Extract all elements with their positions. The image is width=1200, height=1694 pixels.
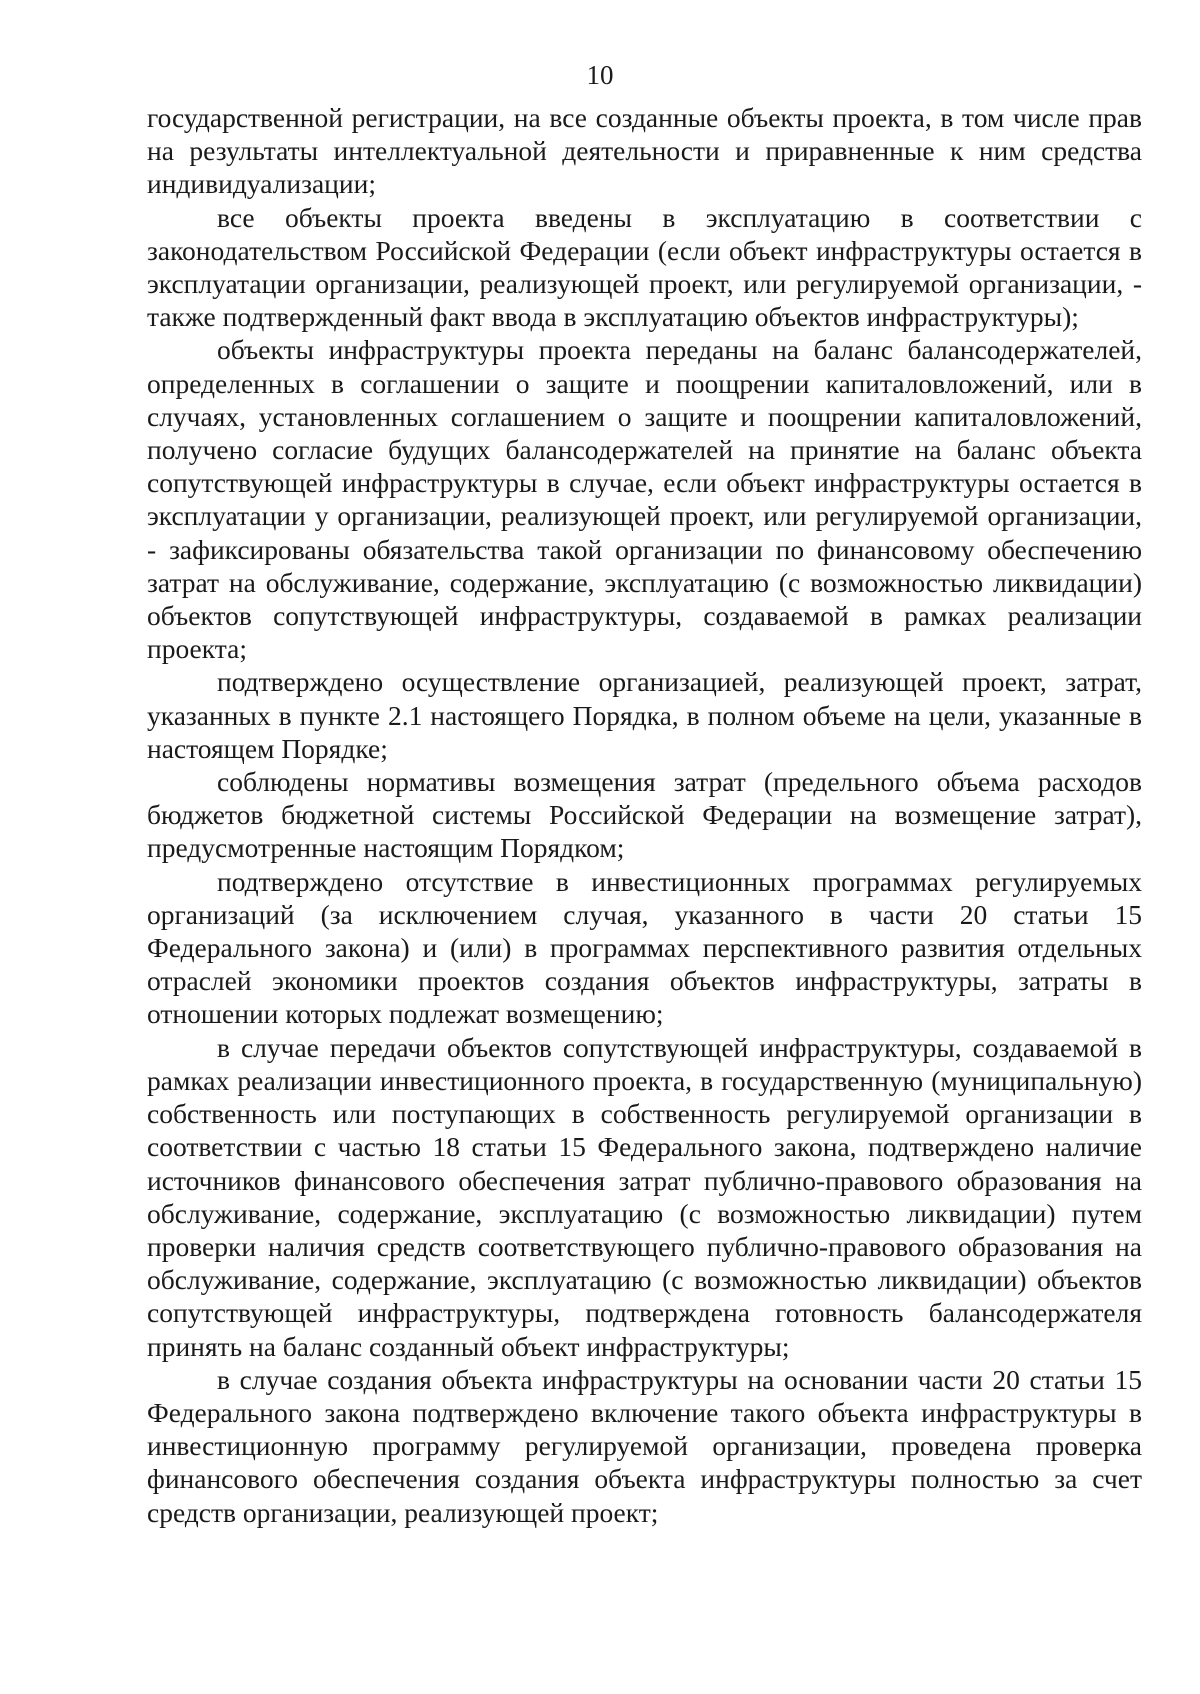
paragraph-infrastructure-balance: объекты инфраструктуры проекта переданы на баланс балансодержателей, определенных в соглашении о защите и поощрении капиталовложений, или в случаях, установленных соглашением о защите и поощрении капиталовложений, получено согласие будущих балансодержателей на принятие на баланс объекта сопутствующей инфраструктуры в случае, если объект инфраструктуры остается в эксплуатации у организации, реализующей проект, или регулируемой организации, - зафиксированы обязательства такой организации по финансовому обеспечению затрат на обслуживание, содержание, эксплуатацию (с возможностью ликвидации) объектов сопутствующей инфраструктуры, создаваемой в рамках реализации проекта;: [147, 334, 1142, 665]
paragraph-costs-confirmed: подтверждено осуществление организацией, реализующей проект, затрат, указанных в пункте 2.1 настоящего Порядка, в полном объеме на цели, указанные в настоящем Порядке;: [147, 666, 1142, 764]
paragraph-reimbursement-norms: соблюдены нормативы возмещения затрат (предельного объема расходов бюджетов бюджетной системы Российской Федерации на возмещение затрат), предусмотренные настоящим Порядком;: [147, 766, 1142, 864]
page-number: 10: [586, 60, 614, 90]
paragraph-transfer-ownership: в случае передачи объектов сопутствующей инфраструктуры, создаваемой в рамках реализации инвестиционного проекта, в государственную (муниципальную) собственность или поступающих в собственность регулируемой организации в соответствии с частью 18 статьи 15 Федерального закона, подтверждено наличие источников финансового обеспечения затрат публично-правового образования на обслуживание, содержание, эксплуатацию (с возможностью ликвидации) путем проверки наличия средств соответствующего публично-правового образования на обслуживание, содержание, эксплуатацию (с возможностью ликвидации) объектов сопутствующей инфраструктуры, подтверждена готовность балансодержателя принять на баланс созданный объект инфраструктуры;: [147, 1031, 1142, 1362]
document-body: [147, 101, 1142, 1529]
paragraph-infrastructure-creation: в случае создания объекта инфраструктуры на основании части 20 статьи 15 Федерального закона подтверждено включение такого объекта инфраструктуры в инвестиционную программу регулируемой организации, проведена проверка финансового обеспечения создания объекта инфраструктуры полностью за счет средств организации, реализующей проект;: [147, 1363, 1142, 1528]
paragraph-continuation: государственной регистрации, на все созданные объекты проекта, в том числе прав на результаты интеллектуальной деятельности и приравненные к ним средства индивидуализации;: [147, 102, 1142, 200]
paragraph-investment-programs: подтверждено отсутствие в инвестиционных программах регулируемых организаций (за исключением случая, указанного в части 20 статьи 15 Федерального закона) и (или) в программах перспективного развития отдельных отраслей экономики проектов создания объектов инфраструктуры, затраты в отношении которых подлежат возмещению;: [147, 865, 1142, 1030]
paragraph-objects-commissioned: все объекты проекта введены в эксплуатацию в соответствии с законодательством Российской Федерации (если объект инфраструктуры остается в эксплуатации организации, реализующей проект, или регулируемой организации, - также подтвержденный факт ввода в эксплуатацию объектов инфраструктуры);: [147, 201, 1142, 333]
